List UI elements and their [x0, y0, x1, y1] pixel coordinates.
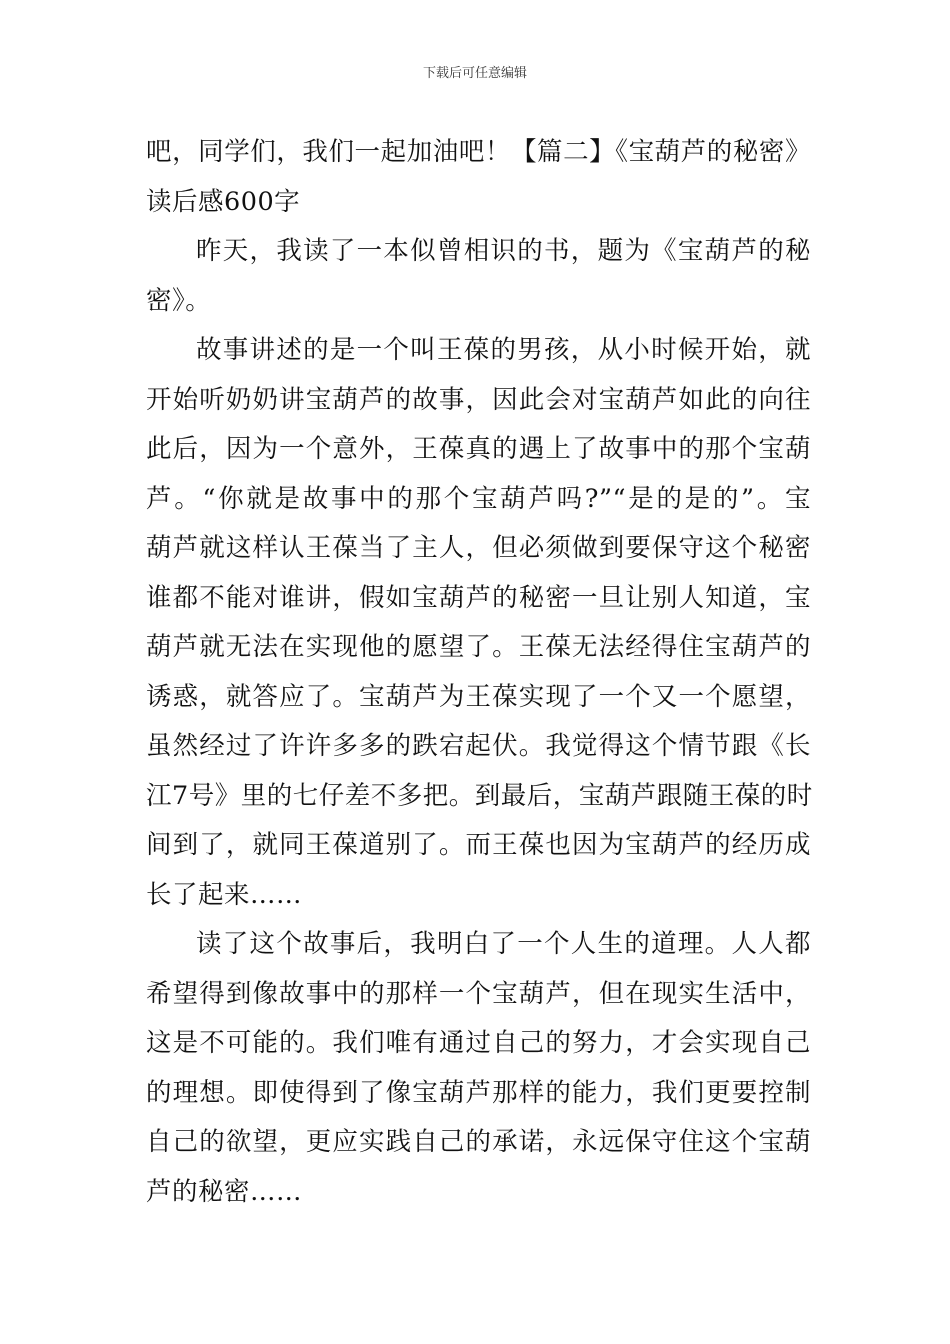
page-header: 下载后可任意编辑: [422, 66, 527, 81]
text-line: 希望得到像故事中的那样一个宝葫芦，但在现实生活中，: [146, 978, 811, 1009]
text-line: 长了起来……: [146, 879, 303, 910]
text-line: 虽然经过了许许多多的跌宕起伏。我觉得这个情节跟《长: [146, 731, 811, 761]
text-line: 的理想。即使得到了像宝葫芦那样的能力，我们更要控制: [146, 1077, 811, 1108]
paragraph: [146, 227, 811, 326]
text-line: 吧，同学们，我们一起加油吧！【篇二】《宝葫芦的秘密》: [146, 137, 811, 167]
text-line: 读了这个故事后，我明白了一个人生的道理。人人都: [196, 929, 811, 959]
text-line: 此后，因为一个意外，王葆真的遇上了故事中的那个宝葫: [146, 434, 811, 464]
text-line: 读后感600字: [146, 186, 301, 217]
text-line: 葫芦就这样认王葆当了主人，但必须做到要保守这个秘密: [146, 533, 811, 563]
text-line: 密》。: [146, 285, 212, 316]
text-line: 谁都不能对谁讲，假如宝葫芦的秘密一旦让别人知道，宝: [146, 582, 811, 613]
text-line: 芦。“你就是故事中的那个宝葫芦吗?”“是的是的”。宝: [146, 483, 811, 514]
text-line: 开始听奶奶讲宝葫芦的故事，因此会对宝葫芦如此的向往: [146, 384, 811, 415]
text-line: 昨天，我读了一本似曾相识的书，题为《宝葫芦的秘: [196, 236, 811, 266]
text-line: 江7号》里的七仔差不多把。到最后，宝葫芦跟随王葆的时: [146, 780, 813, 811]
document-body: [146, 128, 811, 1217]
text-line: 这是不可能的。我们唯有通过自己的努力，才会实现自己: [146, 1028, 811, 1058]
text-line: 葫芦就无法在实现他的愿望了。王葆无法经得住宝葫芦的: [146, 632, 811, 662]
paragraph: [146, 326, 811, 920]
paragraph: [146, 128, 811, 227]
text-line: 故事讲述的是一个叫王葆的男孩，从小时候开始，就: [196, 335, 811, 365]
text-line: 自己的欲望，更应实践自己的承诺，永远保守住这个宝葫: [146, 1127, 811, 1157]
text-line: 间到了，就同王葆道别了。而王葆也因为宝葫芦的经历成: [146, 830, 811, 860]
text-line: 诱惑，就答应了。宝葫芦为王葆实现了一个又一个愿望，: [146, 681, 811, 712]
text-line: 芦的秘密……: [146, 1176, 303, 1207]
paragraph: [146, 920, 811, 1217]
